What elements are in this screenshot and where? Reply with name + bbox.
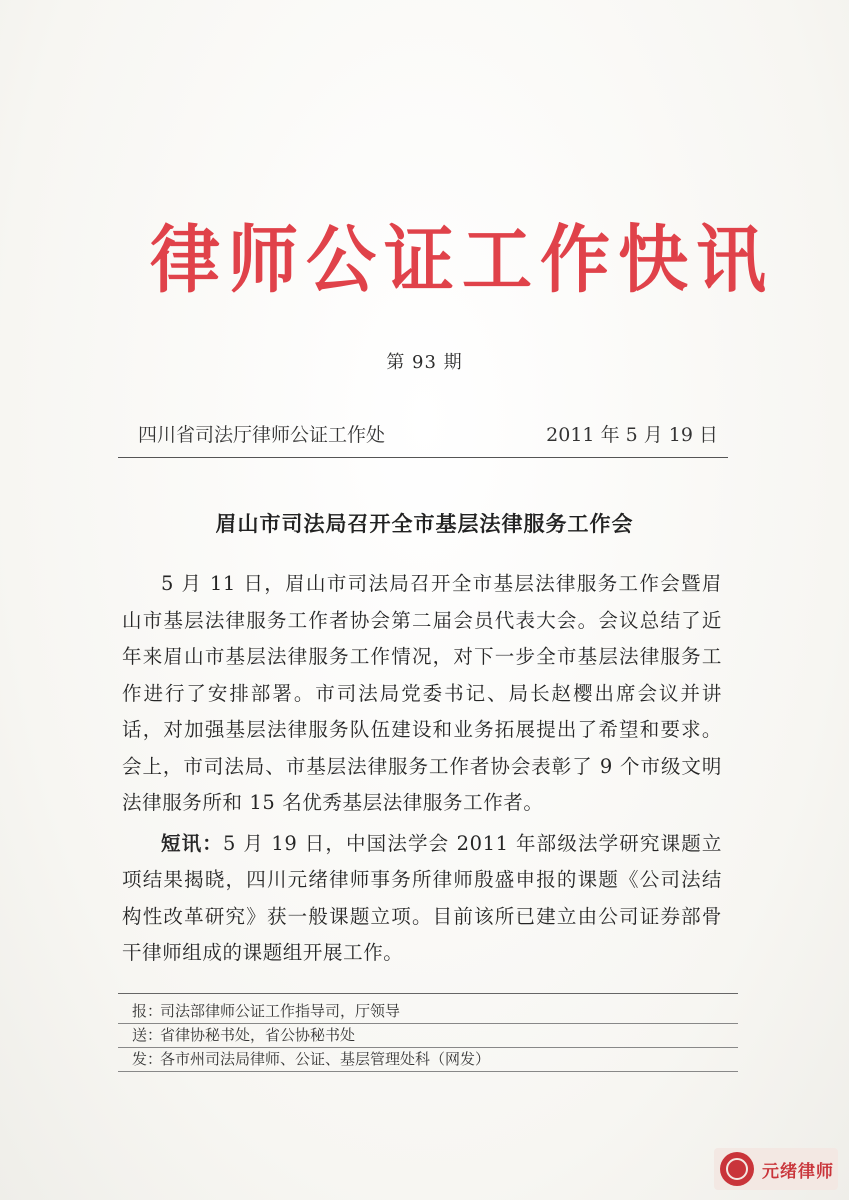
distribution-line-issue [132, 1048, 732, 1071]
distribution-label: 送： [132, 1026, 163, 1044]
issue-date: 2011 年 5 月 19 日 [546, 424, 718, 446]
distribution-line-report [132, 1000, 732, 1023]
brief-news-label: 短讯： [161, 831, 223, 855]
distribution-text: 司法部律师公证工作指导司，厅领导 [160, 1002, 401, 1020]
issue-number: 第 93 期 [386, 352, 463, 373]
seal-icon [720, 1152, 754, 1186]
article-body [122, 566, 722, 976]
distribution-text: 各市州司法局律师、公证、基层管理处科（网发） [160, 1050, 491, 1068]
article-headline: 眉山市司法局召开全市基层法律服务工作会 [215, 511, 634, 536]
distribution-line-send [132, 1024, 732, 1047]
distribution-label: 报： [132, 1002, 163, 1020]
header-divider [118, 457, 728, 458]
distribution-text: 省律协秘书处，省公协秘书处 [160, 1026, 356, 1044]
article-paragraph-1: 5 月 11 日，眉山市司法局召开全市基层法律服务工作会暨眉山市基层法律服务工作者协会第二届会员代表大会。会议总结了近年来眉山市基层法律服务工作情况，对下一步全市基层法律服务工作进行了安排部署。市司法局党委书记、局长赵樱出席会议并讲话，对加强基层法律服务队伍建设和业务拓展提出了希望和要求。会上，市司法局、市基层法律服务工作者协会表彰了 9 个市级文明法律服务所和 15 名优秀基层法律服务工作者。 [122, 572, 722, 814]
watermark-logo [714, 1148, 838, 1190]
distribution-list [132, 1000, 732, 1072]
distribution-divider [118, 1071, 738, 1072]
footer-divider [118, 993, 738, 994]
distribution-label: 发： [132, 1050, 163, 1068]
watermark-text: 元绪律师 [762, 1161, 834, 1182]
brief-news-text: 5 月 19 日，中国法学会 2011 年部级法学研究课题立项结果揭晓，四川元绪律师事务所律师殷盛申报的课题《公司法结构性改革研究》获一般课题立项。目前该所已建立由公司证券部骨干律师组成的课题组开展工作。 [122, 831, 722, 964]
issuing-organization: 四川省司法厅律师公证工作处 [138, 424, 386, 446]
masthead-title: 律师公证工作快讯 [150, 216, 774, 304]
article-paragraph-2 [122, 826, 722, 972]
